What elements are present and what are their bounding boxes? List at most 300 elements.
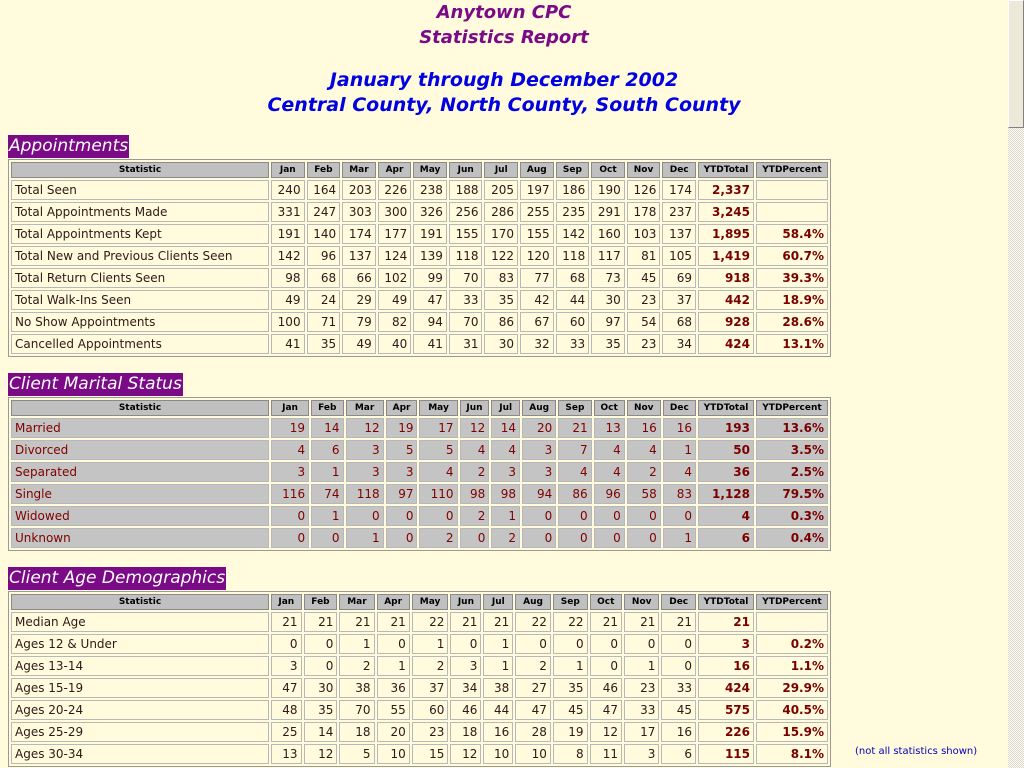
month-value: 4 [594,440,625,460]
ytd-percent: 2.5% [756,462,828,482]
month-value: 47 [413,290,447,310]
ytd-total: 3 [698,634,754,654]
month-value: 3 [271,462,309,482]
month-value: 40 [378,334,412,354]
month-value: 0 [627,528,661,548]
month-value: 4 [594,462,625,482]
month-value: 0 [386,528,418,548]
month-value: 33 [556,334,590,354]
month-value: 71 [307,312,341,332]
row-label: Total New and Previous Clients Seen [11,246,269,266]
month-value: 21 [558,418,591,438]
age-demographics-table [8,591,831,767]
month-value: 178 [627,202,661,222]
column-header: YTDPercent [756,594,828,610]
month-value: 94 [413,312,447,332]
month-value: 16 [661,722,696,742]
month-value: 12 [346,418,384,438]
month-value: 86 [558,484,591,504]
month-value: 0 [346,506,384,526]
month-value: 5 [339,744,374,764]
row-label: Divorced [11,440,269,460]
ytd-percent: 13.1% [756,334,828,354]
month-value: 55 [377,700,410,720]
month-value: 47 [515,700,551,720]
month-value: 256 [449,202,483,222]
month-value: 12 [450,744,481,764]
month-value: 1 [339,634,374,654]
row-label: Total Appointments Made [11,202,269,222]
month-value: 1 [663,528,696,548]
month-value: 255 [520,202,554,222]
ytd-percent: 8.1% [756,744,828,764]
month-value: 12 [304,744,338,764]
column-header: Mar [339,594,374,610]
month-value: 1 [663,440,696,460]
month-value: 20 [377,722,410,742]
month-value: 4 [558,462,591,482]
month-value: 3 [271,656,302,676]
month-value: 0 [627,506,661,526]
month-value: 3 [522,462,556,482]
month-value: 16 [627,418,661,438]
month-value: 155 [520,224,554,244]
row-label: Ages 30-34 [11,744,269,764]
table-row [11,418,828,438]
month-value: 67 [520,312,554,332]
month-value: 25 [271,722,302,742]
ytd-percent: 39.3% [756,268,828,288]
table-row [11,462,828,482]
month-value: 46 [590,678,622,698]
month-value: 0 [661,634,696,654]
month-value: 98 [491,484,520,504]
month-value: 48 [271,700,302,720]
vertical-scrollbar[interactable] [1008,0,1024,768]
month-value: 326 [413,202,447,222]
column-header: Jul [483,594,513,610]
month-value: 58 [627,484,661,504]
column-header: Jul [491,400,520,416]
ytd-total: 36 [698,462,754,482]
month-value: 118 [556,246,590,266]
table-header-row [11,400,828,416]
ytd-percent: 18.9% [756,290,828,310]
month-value: 4 [271,440,309,460]
ytd-total: 193 [698,418,754,438]
month-value: 68 [556,268,590,288]
ytd-percent: 0.3% [756,506,828,526]
month-value: 116 [271,484,309,504]
month-value: 42 [520,290,554,310]
column-header: Apr [386,400,418,416]
month-value: 21 [450,612,481,632]
month-value: 37 [412,678,449,698]
month-value: 191 [413,224,447,244]
month-value: 16 [483,722,513,742]
month-value: 0 [271,506,309,526]
table-row [11,700,828,720]
column-header: Feb [307,162,341,178]
month-value: 19 [386,418,418,438]
month-value: 20 [522,418,556,438]
month-value: 240 [271,180,305,200]
column-header: YTDPercent [756,162,828,178]
month-value: 12 [590,722,622,742]
month-value: 4 [627,440,661,460]
row-label: Ages 25-29 [11,722,269,742]
table-header-row [11,594,828,610]
month-value: 170 [484,224,518,244]
column-header: Feb [304,594,338,610]
section-title-age: Client Age Demographics [9,568,226,588]
month-value: 35 [591,334,625,354]
month-value: 74 [311,484,343,504]
month-value: 83 [663,484,696,504]
report-title: Statistics Report [419,27,589,48]
month-value: 70 [449,268,483,288]
table-row [11,290,828,310]
month-value: 0 [377,634,410,654]
month-value: 86 [484,312,518,332]
month-value: 2 [515,656,551,676]
month-value: 96 [594,484,625,504]
month-value: 11 [590,744,622,764]
marital-status-table [8,397,831,551]
section-title-marital: Client Marital Status [9,374,182,394]
month-value: 235 [556,202,590,222]
table-row [11,268,828,288]
table-row [11,440,828,460]
month-value: 34 [450,678,481,698]
org-title: Anytown CPC [436,2,572,23]
scrollbar-thumb[interactable] [1008,0,1024,128]
row-label: Total Seen [11,180,269,200]
month-value: 117 [591,246,625,266]
month-value: 303 [342,202,376,222]
month-value: 12 [460,418,490,438]
ytd-percent: 58.4% [756,224,828,244]
column-header: Oct [590,594,622,610]
ytd-total: 6 [698,528,754,548]
month-value: 10 [377,744,410,764]
month-value: 5 [419,440,457,460]
table-header-row [11,162,828,178]
month-value: 21 [377,612,410,632]
month-value: 0 [386,506,418,526]
month-value: 2 [460,506,490,526]
row-label: Ages 15-19 [11,678,269,698]
month-value: 22 [553,612,588,632]
month-value: 126 [627,180,661,200]
table-row [11,334,828,354]
month-value: 155 [449,224,483,244]
column-header: Statistic [11,594,269,610]
month-value: 23 [627,290,661,310]
period-heading: January through December 2002 [329,69,679,91]
ytd-total: 918 [698,268,754,288]
month-value: 94 [522,484,556,504]
column-header: Jan [271,162,305,178]
table-row [11,180,828,200]
column-header: Aug [515,594,551,610]
ytd-percent: 28.6% [756,312,828,332]
column-header: Jan [271,400,309,416]
ytd-percent: 40.5% [756,700,828,720]
column-header: Sep [558,400,591,416]
month-value: 14 [491,418,520,438]
month-value: 32 [520,334,554,354]
month-value: 99 [413,268,447,288]
month-value: 1 [311,506,343,526]
month-value: 19 [553,722,588,742]
month-value: 34 [662,334,696,354]
month-value: 137 [662,224,696,244]
month-value: 140 [307,224,341,244]
month-value: 21 [483,612,513,632]
row-label: Total Appointments Kept [11,224,269,244]
table-row [11,612,828,632]
row-label: Widowed [11,506,269,526]
ytd-total: 50 [698,440,754,460]
month-value: 247 [307,202,341,222]
month-value: 164 [307,180,341,200]
month-value: 331 [271,202,305,222]
ytd-total: 3,245 [698,202,754,222]
column-header: Nov [627,162,661,178]
month-value: 66 [342,268,376,288]
column-header: May [413,162,447,178]
month-value: 16 [663,418,696,438]
month-value: 29 [342,290,376,310]
month-value: 0 [661,656,696,676]
month-value: 2 [491,528,520,548]
month-value: 30 [591,290,625,310]
month-value: 21 [304,612,338,632]
column-header: Mar [346,400,384,416]
month-value: 41 [271,334,305,354]
ytd-percent: 15.9% [756,722,828,742]
month-value: 35 [553,678,588,698]
month-value: 0 [558,506,591,526]
ytd-total: 1,419 [698,246,754,266]
section-title-appointments: Appointments [9,136,129,156]
ytd-total: 115 [698,744,754,764]
month-value: 21 [271,612,302,632]
column-header: Dec [663,400,696,416]
month-value: 1 [346,528,384,548]
month-value: 21 [661,612,696,632]
month-value: 60 [556,312,590,332]
month-value: 44 [483,700,513,720]
month-value: 28 [515,722,551,742]
month-value: 0 [594,528,625,548]
month-value: 191 [271,224,305,244]
month-value: 100 [271,312,305,332]
table-row [11,722,828,742]
ytd-percent [756,612,828,632]
column-header: Jan [271,594,302,610]
month-value: 82 [378,312,412,332]
row-label: Total Return Clients Seen [11,268,269,288]
ytd-total: 2,337 [698,180,754,200]
month-value: 69 [662,268,696,288]
month-value: 3 [624,744,659,764]
month-value: 35 [307,334,341,354]
month-value: 14 [311,418,343,438]
month-value: 237 [662,202,696,222]
month-value: 0 [522,528,556,548]
month-value: 38 [483,678,513,698]
month-value: 15 [412,744,449,764]
ytd-total: 928 [698,312,754,332]
row-label: Single [11,484,269,504]
column-header: YTDTotal [698,594,754,610]
not-all-shown-note: (not all statistics shown) [855,746,978,757]
month-value: 203 [342,180,376,200]
month-value: 0 [558,528,591,548]
column-header: Dec [662,162,696,178]
row-label: Ages 13-14 [11,656,269,676]
ytd-total: 4 [698,506,754,526]
month-value: 35 [304,700,338,720]
ytd-total: 1,128 [698,484,754,504]
month-value: 4 [663,462,696,482]
column-header: YTDTotal [698,400,754,416]
month-value: 174 [342,224,376,244]
month-value: 30 [484,334,518,354]
month-value: 10 [483,744,513,764]
row-label: Total Walk-Ins Seen [11,290,269,310]
month-value: 3 [491,462,520,482]
month-value: 1 [553,656,588,676]
month-value: 24 [307,290,341,310]
month-value: 105 [662,246,696,266]
column-header: Apr [378,162,412,178]
column-header: YTDPercent [756,400,828,416]
ytd-percent [756,202,828,222]
column-header: Aug [520,162,554,178]
month-value: 0 [419,506,457,526]
ytd-total: 16 [698,656,754,676]
month-value: 3 [346,440,384,460]
ytd-total: 226 [698,722,754,742]
month-value: 13 [271,744,302,764]
month-value: 22 [412,612,449,632]
column-header: Oct [594,400,625,416]
month-value: 2 [627,462,661,482]
column-header: Jul [484,162,518,178]
month-value: 22 [515,612,551,632]
month-value: 226 [378,180,412,200]
month-value: 0 [624,634,659,654]
month-value: 13 [594,418,625,438]
ytd-total: 442 [698,290,754,310]
month-value: 0 [590,634,622,654]
month-value: 1 [491,506,520,526]
month-value: 27 [515,678,551,698]
ytd-percent: 60.7% [756,246,828,266]
month-value: 4 [460,440,490,460]
column-header: Sep [556,162,590,178]
row-label: Unknown [11,528,269,548]
month-value: 68 [307,268,341,288]
column-header: Statistic [11,400,269,416]
month-value: 238 [413,180,447,200]
month-value: 54 [627,312,661,332]
month-value: 118 [449,246,483,266]
month-value: 0 [594,506,625,526]
month-value: 21 [339,612,374,632]
month-value: 2 [339,656,374,676]
row-label: Separated [11,462,269,482]
month-value: 122 [484,246,518,266]
month-value: 110 [419,484,457,504]
month-value: 23 [627,334,661,354]
column-header: Nov [627,400,661,416]
month-value: 186 [556,180,590,200]
month-value: 139 [413,246,447,266]
month-value: 7 [558,440,591,460]
month-value: 3 [346,462,384,482]
month-value: 174 [662,180,696,200]
table-row [11,224,828,244]
month-value: 4 [491,440,520,460]
month-value: 37 [662,290,696,310]
month-value: 45 [553,700,588,720]
month-value: 190 [591,180,625,200]
month-value: 0 [450,634,481,654]
month-value: 0 [590,656,622,676]
month-value: 205 [484,180,518,200]
table-row [11,506,828,526]
month-value: 2 [419,528,457,548]
month-value: 0 [271,528,309,548]
month-value: 17 [624,722,659,742]
month-value: 0 [271,634,302,654]
table-row [11,484,828,504]
month-value: 21 [590,612,622,632]
month-value: 17 [419,418,457,438]
column-header: Apr [377,594,410,610]
ytd-total: 21 [698,612,754,632]
month-value: 47 [590,700,622,720]
month-value: 1 [624,656,659,676]
month-value: 33 [661,678,696,698]
month-value: 35 [484,290,518,310]
month-value: 188 [449,180,483,200]
month-value: 98 [271,268,305,288]
month-value: 1 [483,634,513,654]
row-label: Ages 20-24 [11,700,269,720]
month-value: 47 [271,678,302,698]
month-value: 73 [591,268,625,288]
month-value: 103 [627,224,661,244]
month-value: 142 [556,224,590,244]
column-header: Jun [460,400,490,416]
table-row [11,634,828,654]
month-value: 0 [553,634,588,654]
column-header: Nov [624,594,659,610]
month-value: 0 [304,634,338,654]
month-value: 45 [661,700,696,720]
month-value: 0 [515,634,551,654]
ytd-percent: 13.6% [756,418,828,438]
month-value: 8 [553,744,588,764]
month-value: 142 [271,246,305,266]
column-header: Statistic [11,162,269,178]
month-value: 3 [450,656,481,676]
